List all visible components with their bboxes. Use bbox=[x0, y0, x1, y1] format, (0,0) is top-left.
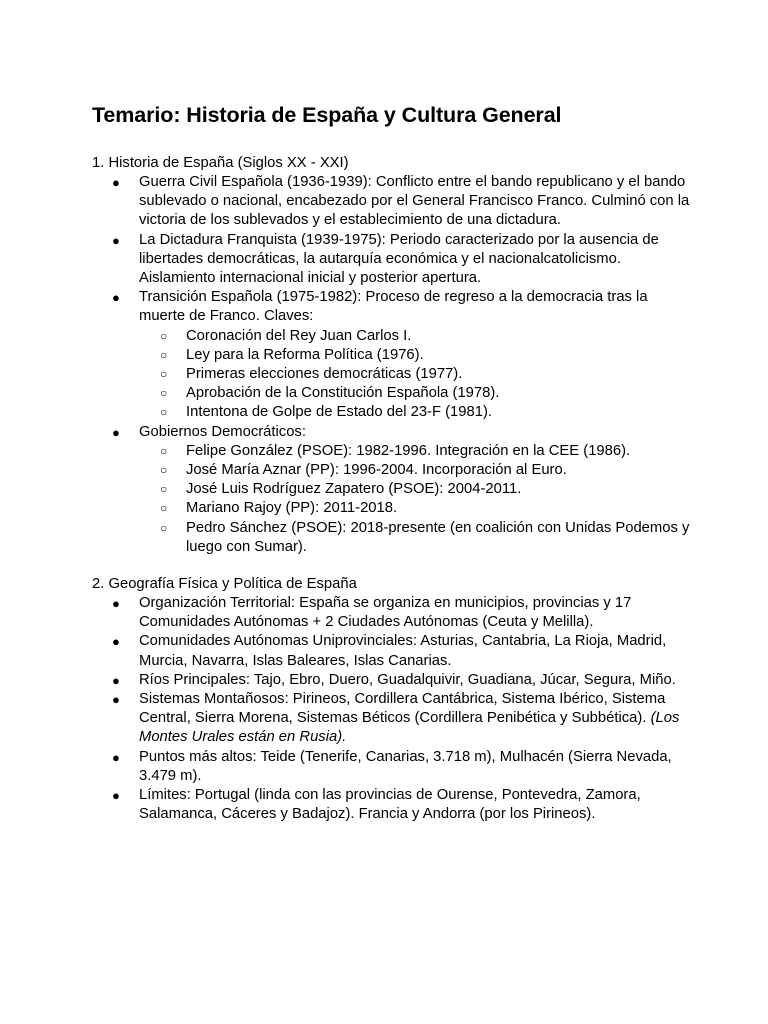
sublist-item bbox=[139, 365, 692, 384]
circle-bullet-icon: ○ bbox=[160, 482, 168, 497]
bullet-icon: ● bbox=[112, 596, 120, 612]
circle-bullet-icon: ○ bbox=[160, 405, 168, 420]
circle-bullet-icon: ○ bbox=[160, 367, 168, 382]
sublist-item bbox=[139, 403, 692, 422]
bullet-icon: ● bbox=[112, 672, 120, 688]
gobiernos-sublist bbox=[139, 442, 692, 557]
sublist-item-text: Felipe González (PSOE): 1982-1996. Integración en la CEE (1986). bbox=[186, 442, 631, 459]
list-item-rios bbox=[92, 671, 692, 690]
circle-bullet-icon: ○ bbox=[160, 328, 168, 343]
list-item-text: La Dictadura Franquista (1939-1975): Periodo caracterizado por la ausencia de libertades democráticas, la autarquía económica y el nacionalcatolicismo. Aislamiento internacional inicial y posterior apertura. bbox=[139, 231, 659, 287]
list-item-dictadura bbox=[92, 231, 692, 289]
sublist-item-text: Pedro Sánchez (PSOE): 2018-presente (en coalición con Unidas Podemos y luego con Sumar). bbox=[186, 519, 690, 555]
bullet-icon: ● bbox=[112, 634, 120, 650]
bullet-icon: ● bbox=[112, 424, 120, 440]
circle-bullet-icon: ○ bbox=[160, 386, 168, 401]
bullet-icon: ● bbox=[112, 692, 120, 708]
list-item-text: Comunidades Autónomas Uniprovinciales: Asturias, Cantabria, La Rioja, Madrid, Murcia, Navarra, Islas Baleares, Islas Canarias. bbox=[139, 633, 667, 669]
transicion-sublist bbox=[139, 327, 692, 423]
list-item-text: Transición Española (1975-1982): Proceso de regreso a la democracia tras la muerte de Franco. Claves: bbox=[139, 289, 648, 325]
document-page bbox=[92, 100, 692, 825]
bullet-icon: ● bbox=[112, 290, 120, 306]
bullet-icon: ● bbox=[112, 749, 120, 765]
historia-list bbox=[92, 173, 692, 557]
sublist-item-text: José María Aznar (PP): 1996-2004. Incorporación al Euro. bbox=[186, 462, 567, 479]
circle-bullet-icon: ○ bbox=[160, 501, 168, 516]
sublist-item bbox=[139, 480, 692, 499]
bullet-icon: ● bbox=[112, 232, 120, 248]
sublist-item-text: Primeras elecciones democráticas (1977). bbox=[186, 366, 463, 383]
list-item-puntos-altos bbox=[92, 748, 692, 786]
circle-bullet-icon: ○ bbox=[160, 520, 168, 535]
sublist-item bbox=[139, 327, 692, 346]
sublist-item bbox=[139, 442, 692, 461]
sublist-item bbox=[139, 461, 692, 480]
sublist-item-text: Mariano Rajoy (PP): 2011-2018. bbox=[186, 500, 398, 517]
list-item-transicion bbox=[92, 288, 692, 422]
circle-bullet-icon: ○ bbox=[160, 463, 168, 478]
sublist-item-text: Intentona de Golpe de Estado del 23-F (1981). bbox=[186, 404, 493, 421]
bullet-icon: ● bbox=[112, 175, 120, 190]
list-item-text: Límites: Portugal (linda con las provincias de Ourense, Pontevedra, Zamora, Salamanca, Cáceres y Badajoz). Francia y Andorra (por los Pirineos). bbox=[139, 787, 641, 823]
list-item-text: Ríos Principales: Tajo, Ebro, Duero, Guadalquivir, Guadiana, Júcar, Segura, Miño. bbox=[139, 671, 676, 688]
bullet-icon: ● bbox=[112, 788, 120, 804]
sublist-item-text: Coronación del Rey Juan Carlos I. bbox=[186, 327, 412, 344]
list-item-text: Puntos más altos: Teide (Tenerife, Canarias, 3.718 m), Mulhacén (Sierra Nevada, 3.479 m). bbox=[139, 748, 672, 784]
italic-note: (Los Montes Urales están en Rusia). bbox=[139, 710, 680, 746]
section-heading-historia: 1. Historia de España (Siglos XX - XXI) bbox=[92, 155, 349, 171]
list-item-text: Gobiernos Democráticos: bbox=[139, 423, 306, 440]
document-title: Temario: Historia de España y Cultura General bbox=[92, 103, 562, 127]
list-item-text: Organización Territorial: España se organiza en municipios, provincias y 17 Comunidades Autónomas + 2 Ciudades Autónomas (Ceuta y Melilla). bbox=[139, 595, 632, 631]
list-item-gobiernos bbox=[92, 423, 692, 557]
list-item-limites bbox=[92, 786, 692, 824]
circle-bullet-icon: ○ bbox=[160, 443, 168, 458]
sublist-item bbox=[139, 519, 692, 557]
section-heading-geografia: 2. Geografía Física y Política de España bbox=[92, 576, 357, 593]
list-item-montanas bbox=[92, 690, 692, 748]
sublist-item-text: José Luis Rodríguez Zapatero (PSOE): 2004-2011. bbox=[186, 481, 522, 498]
list-item-organizacion bbox=[92, 594, 692, 632]
list-item-text: Guerra Civil Española (1936-1939): Conflicto entre el bando republicano y el bando sublevado o nacional, encabezado por el General Francisco Franco. Culminó con la victoria de los sublevados y el establecimiento de una dictadura. bbox=[139, 174, 690, 229]
sublist-item-text: Aprobación de la Constitución Española (1978). bbox=[186, 385, 500, 402]
sublist-item-text: Ley para la Reforma Política (1976). bbox=[186, 346, 424, 363]
circle-bullet-icon: ○ bbox=[160, 347, 168, 362]
list-item-uniprovinciales bbox=[92, 632, 692, 670]
sublist-item bbox=[139, 499, 692, 518]
sublist-item bbox=[139, 384, 692, 403]
list-item-text: Sistemas Montañosos: Pirineos, Cordillera Cantábrica, Sistema Ibérico, Sistema Central, Sierra Morena, Sistemas Béticos (Cordillera Penibética y Subbética). bbox=[139, 691, 666, 727]
geografia-list bbox=[92, 594, 692, 824]
sublist-item bbox=[139, 346, 692, 365]
list-item-guerra-civil bbox=[92, 173, 692, 231]
